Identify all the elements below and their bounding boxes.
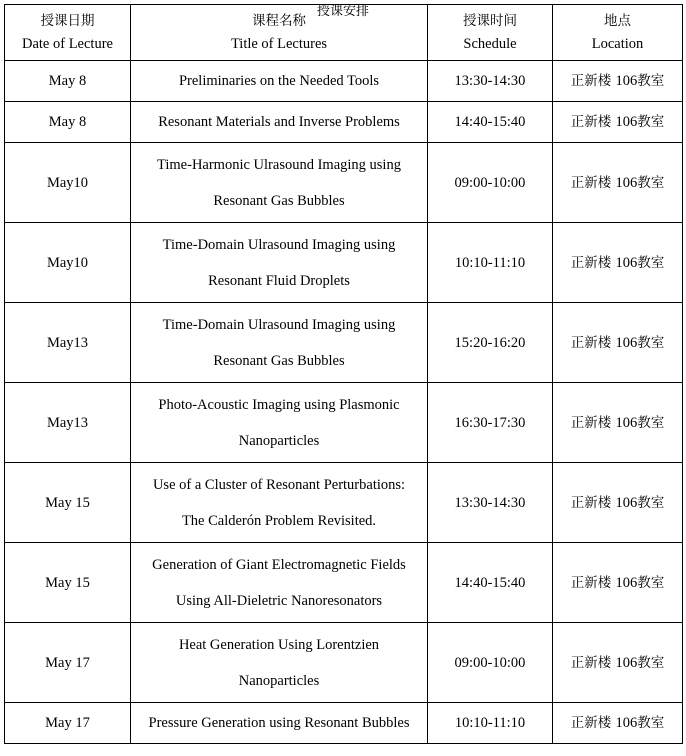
cell-title-line: Time-Domain Ulrasound Imaging using	[162, 236, 396, 253]
column-header-schedule-cn: 授课时间	[463, 12, 517, 29]
cell-date: May 15	[5, 463, 131, 543]
location-suffix: 教室	[637, 494, 665, 511]
cell-title-line: Resonant Gas Bubbles	[213, 192, 345, 209]
location-suffix: 教室	[637, 414, 665, 431]
cell-schedule: 14:40-15:40	[428, 102, 553, 143]
cell-location	[553, 703, 683, 744]
cell-date: May13	[5, 303, 131, 383]
location-suffix: 教室	[637, 174, 665, 191]
location-room: 106	[615, 254, 638, 271]
location-building: 正新楼	[570, 174, 612, 191]
cell-title-line: Pressure Generation using Resonant Bubbles	[148, 715, 410, 731]
location-building: 正新楼	[570, 114, 612, 130]
cell-date: May10	[5, 143, 131, 223]
cell-schedule: 10:10-11:10	[428, 703, 553, 744]
column-header-date-en: Date of Lecture	[22, 35, 113, 52]
cell-location	[553, 383, 683, 463]
location-room: 106	[615, 715, 638, 731]
table-row	[5, 463, 683, 543]
cell-title-line: Photo-Acoustic Imaging using Plasmonic	[158, 396, 400, 413]
cell-title	[131, 223, 428, 303]
table-row	[5, 102, 683, 143]
cell-location	[553, 623, 683, 703]
cell-title	[131, 383, 428, 463]
column-header-title	[131, 5, 428, 61]
cell-schedule: 14:40-15:40	[428, 543, 553, 623]
table-row	[5, 623, 683, 703]
cell-title-line: Resonant Gas Bubbles	[213, 352, 345, 369]
location-room: 106	[615, 334, 638, 351]
location-room: 106	[615, 73, 638, 89]
table-row	[5, 703, 683, 744]
location-room: 106	[615, 574, 638, 591]
cell-location	[553, 143, 683, 223]
location-building: 正新楼	[570, 414, 612, 431]
cell-title-line: Nanoparticles	[238, 672, 320, 689]
location-room: 106	[615, 174, 638, 191]
cell-title	[131, 623, 428, 703]
cell-date: May 15	[5, 543, 131, 623]
column-header-title-cn: 课程名称	[252, 12, 306, 29]
column-header-location-en: Location	[591, 35, 644, 52]
column-header-schedule-en: Schedule	[463, 35, 517, 52]
table-row	[5, 143, 683, 223]
lecture-schedule-table	[4, 4, 683, 744]
cell-location	[553, 61, 683, 102]
location-building: 正新楼	[570, 715, 612, 731]
cell-title-line: The Calderón Problem Revisited.	[181, 512, 377, 529]
location-suffix: 教室	[637, 654, 665, 671]
cell-title-line: Use of a Cluster of Resonant Perturbations:	[152, 476, 406, 493]
cell-schedule: 10:10-11:10	[428, 223, 553, 303]
cell-schedule: 15:20-16:20	[428, 303, 553, 383]
cell-date: May10	[5, 223, 131, 303]
location-building: 正新楼	[570, 254, 612, 271]
cell-title-line: Preliminaries on the Needed Tools	[178, 73, 380, 89]
cell-title	[131, 102, 428, 143]
cell-date: May 17	[5, 623, 131, 703]
cell-title-line: Resonant Fluid Droplets	[208, 272, 350, 289]
column-header-title-en: Title of Lectures	[230, 35, 328, 52]
cell-title	[131, 303, 428, 383]
column-header-schedule	[428, 5, 553, 61]
table-row	[5, 383, 683, 463]
location-building: 正新楼	[570, 73, 612, 89]
document-page	[0, 4, 686, 756]
column-header-location-cn: 地点	[604, 12, 631, 29]
cell-schedule: 13:30-14:30	[428, 463, 553, 543]
cell-date: May 17	[5, 703, 131, 744]
location-building: 正新楼	[570, 494, 612, 511]
table-row	[5, 543, 683, 623]
cell-schedule: 09:00-10:00	[428, 143, 553, 223]
column-header-location	[553, 5, 683, 61]
cell-location	[553, 102, 683, 143]
location-room: 106	[615, 654, 638, 671]
column-header-date-cn: 授课日期	[40, 12, 95, 29]
cell-title-line: Using All-Dieletric Nanoresonators	[175, 592, 383, 609]
cell-date: May 8	[5, 102, 131, 143]
cell-title-line: Heat Generation Using Lorentzien	[178, 636, 380, 653]
location-suffix: 教室	[637, 114, 665, 130]
cell-title-line: Resonant Materials and Inverse Problems	[158, 114, 400, 130]
table-body	[5, 61, 683, 744]
cell-schedule: 16:30-17:30	[428, 383, 553, 463]
location-suffix: 教室	[637, 73, 665, 89]
location-building: 正新楼	[570, 574, 612, 591]
cell-date: May13	[5, 383, 131, 463]
column-header-date	[5, 5, 131, 61]
cell-location	[553, 543, 683, 623]
location-room: 106	[615, 414, 638, 431]
location-room: 106	[615, 494, 638, 511]
cell-schedule: 09:00-10:00	[428, 623, 553, 703]
cell-location	[553, 303, 683, 383]
location-building: 正新楼	[570, 654, 612, 671]
cell-title-line: Time-Domain Ulrasound Imaging using	[162, 316, 396, 333]
location-suffix: 教室	[637, 254, 665, 271]
cell-title-line: Time-Harmonic Ulrasound Imaging using	[157, 156, 401, 173]
cell-title	[131, 61, 428, 102]
cell-title	[131, 543, 428, 623]
location-room: 106	[615, 114, 638, 130]
cell-title	[131, 703, 428, 744]
table-row	[5, 61, 683, 102]
cell-location	[553, 463, 683, 543]
cell-title-line: Nanoparticles	[238, 432, 320, 449]
cell-title	[131, 463, 428, 543]
table-row	[5, 303, 683, 383]
document-title-clipped: 授课安排	[316, 3, 369, 18]
cell-location	[553, 223, 683, 303]
location-suffix: 教室	[637, 574, 665, 591]
cell-schedule: 13:30-14:30	[428, 61, 553, 102]
table-row	[5, 223, 683, 303]
cell-title	[131, 143, 428, 223]
location-suffix: 教室	[637, 715, 665, 731]
location-building: 正新楼	[570, 334, 612, 351]
location-suffix: 教室	[637, 334, 665, 351]
cell-date: May 8	[5, 61, 131, 102]
cell-title-line: Generation of Giant Electromagnetic Fields	[152, 556, 406, 573]
